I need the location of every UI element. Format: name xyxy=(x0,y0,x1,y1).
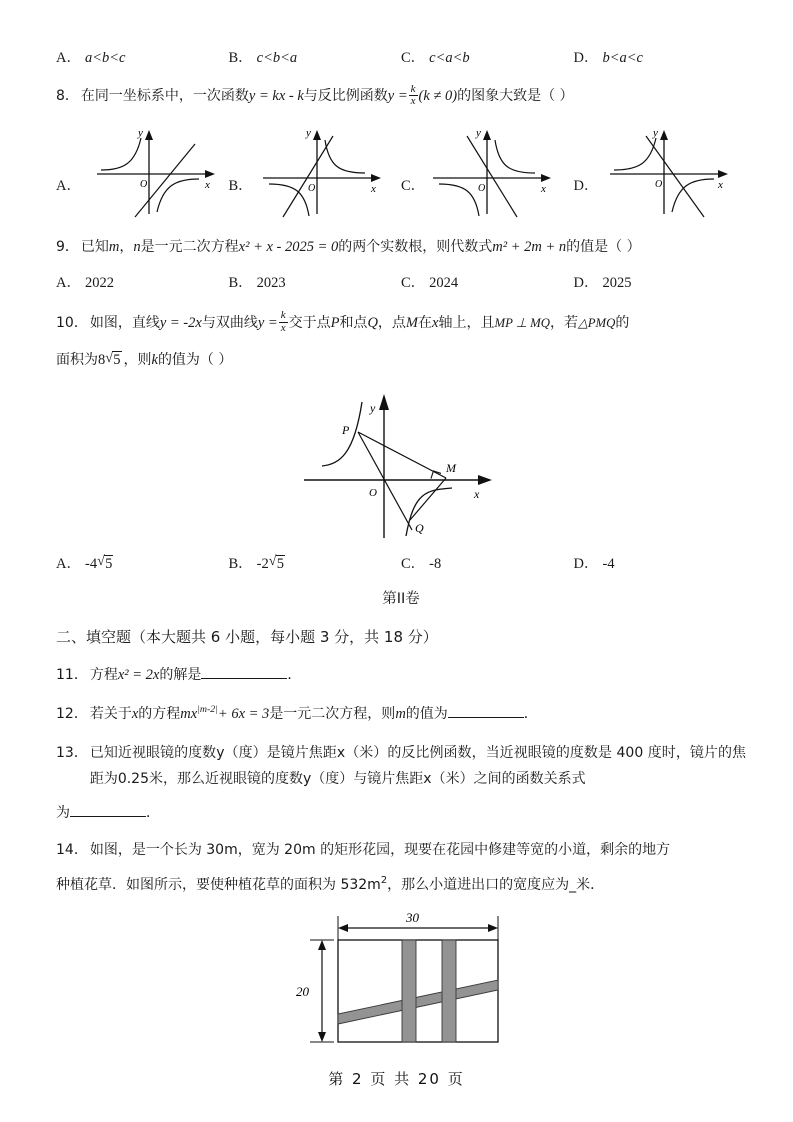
q8-fraction-numerator: k xyxy=(410,82,416,95)
q10-triangle-pmq: △PMQ xyxy=(577,315,616,330)
svg-text:30: 30 xyxy=(406,910,419,926)
q10-line2-part-c: 的值为（ ） xyxy=(157,351,233,368)
q10-axis-x: x xyxy=(432,314,439,331)
svg-text:x: x xyxy=(474,486,480,501)
page-content xyxy=(56,46,746,1049)
q10-option-c-text: -8 xyxy=(429,555,442,572)
q10-line-equation: y = -2x xyxy=(159,314,202,331)
q10-options-row xyxy=(56,552,746,573)
q14-line2-part-b: ，那么小道进出口的宽度应为_米． xyxy=(387,876,605,893)
q10-text-part1: 如图，直线 xyxy=(89,314,160,331)
q7-option-a[interactable] xyxy=(56,46,229,67)
q10-area-radicand: 5 xyxy=(113,351,121,368)
q11-equation: x² = 2x xyxy=(117,666,160,683)
q10-text-part5: 在 xyxy=(418,314,433,331)
question-12 xyxy=(56,701,746,728)
q14-garden-figure xyxy=(286,904,516,1049)
q10-area-coefficient: 8 xyxy=(98,351,106,368)
q7-option-a-label: A． xyxy=(56,50,81,66)
q8-options-figures xyxy=(56,118,746,218)
q9-text-part1: 已知 xyxy=(80,238,109,255)
q10-option-a[interactable] xyxy=(56,552,229,573)
q9-var-n: n xyxy=(133,238,141,255)
q10-perpendicular: MP ⊥ MQ xyxy=(494,315,550,330)
q8-text-part1: 在同一坐标系中，一次函数 xyxy=(80,88,249,104)
q9-option-b-label: B． xyxy=(228,274,253,291)
q12-text-part5: ． xyxy=(523,706,538,723)
q10-option-d-label: D． xyxy=(573,555,599,572)
q10-area-sqrt xyxy=(105,347,123,374)
svg-text:y: y xyxy=(476,126,482,139)
q12-var-m: m xyxy=(395,706,406,723)
q10-text-line2 xyxy=(56,347,746,374)
q10-option-a-label: A． xyxy=(56,555,81,572)
q10-point-q: Q xyxy=(367,314,378,331)
q9-equation: x² + x - 2025 = 0 xyxy=(238,238,339,255)
q11-text-part2: 的解是 xyxy=(159,666,202,683)
svg-text:O: O xyxy=(478,182,486,194)
q8-option-c[interactable] xyxy=(401,118,574,218)
q8-formula-condition: (k ≠ 0) xyxy=(418,88,458,104)
q9-comma: ， xyxy=(119,238,134,255)
q10-fraction xyxy=(279,310,288,334)
q9-option-c-label: C． xyxy=(401,274,426,291)
question-10 xyxy=(56,310,746,337)
q9-number: 9． xyxy=(56,238,79,255)
q7-option-c-label: C． xyxy=(401,50,426,66)
svg-text:x: x xyxy=(718,178,724,191)
svg-text:M: M xyxy=(446,460,456,475)
svg-text:y: y xyxy=(305,126,311,139)
q10-text-part3: 交于点 xyxy=(288,314,331,331)
q9-option-d-text: 2025 xyxy=(602,274,632,291)
svg-text:x: x xyxy=(370,182,376,195)
q9-options-row xyxy=(56,271,746,292)
svg-text:x: x xyxy=(541,182,547,195)
q10-text xyxy=(90,310,746,337)
volume-2-header: 第II卷 xyxy=(382,590,420,607)
q10-number: 10． xyxy=(56,314,88,331)
q10-text-and: 和点 xyxy=(339,314,368,331)
q10-text-part6: 轴上，且 xyxy=(438,314,495,331)
q8-option-a-label: A． xyxy=(56,178,81,195)
q9-text xyxy=(81,234,746,261)
q8-option-c-label: C． xyxy=(401,178,426,195)
q10-text-part8: 的 xyxy=(615,314,630,331)
q10-option-c[interactable] xyxy=(401,552,574,573)
q11-number: 11． xyxy=(56,666,88,683)
q14-text-line2 xyxy=(56,873,746,897)
q7-option-d-label: D． xyxy=(573,50,599,66)
q12-text-part2: 的方程 xyxy=(138,706,181,723)
q9-text-part3: 的两个实数根，则代数式 xyxy=(338,238,493,255)
q7-option-c-text: c<a<b xyxy=(429,50,470,66)
q9-option-a-text: 2022 xyxy=(84,274,114,291)
q7-option-d[interactable] xyxy=(574,46,747,67)
q10-coordinate-figure xyxy=(286,380,516,540)
q13-line3-part-a: 为 xyxy=(56,805,70,822)
q12-text-part1: 若关于 xyxy=(89,706,132,723)
q8-option-d[interactable] xyxy=(574,118,747,218)
q8-number: 8． xyxy=(56,88,79,104)
question-9 xyxy=(56,234,746,261)
q8-text xyxy=(81,83,746,110)
q12-var-x: x xyxy=(131,706,139,723)
q9-option-a[interactable] xyxy=(56,271,229,292)
svg-text:20: 20 xyxy=(296,984,309,1000)
q10-option-b-sqrt xyxy=(269,555,287,573)
q8-option-b-label: B． xyxy=(228,178,253,195)
q8-graph-a xyxy=(83,118,223,218)
q7-option-a-text: a<b<c xyxy=(84,50,126,66)
q10-option-a-prefix: -4 xyxy=(84,555,98,572)
q8-graph-b xyxy=(255,118,395,218)
q14-area-superscript: 2 xyxy=(380,874,388,886)
q8-graph-c xyxy=(427,118,567,218)
q10-text-part4: ，点 xyxy=(377,314,406,331)
q13-number: 13． xyxy=(56,745,88,762)
q9-option-c[interactable] xyxy=(401,271,574,292)
q14-figure-container xyxy=(56,904,746,1049)
q9-option-b[interactable] xyxy=(229,271,402,292)
q12-text xyxy=(90,701,746,728)
q10-option-b-radicand: 5 xyxy=(276,555,285,572)
q12-number: 12． xyxy=(56,706,88,723)
svg-text:y: y xyxy=(370,400,376,415)
q12-text-part3: 是一元二次方程，则 xyxy=(269,706,396,723)
q8-option-a[interactable] xyxy=(56,118,229,218)
section-2-heading: 二、填空题（本大题共 6 小题，每小题 3 分，共 18 分） xyxy=(56,627,438,646)
q14-text-line1: 如图，是一个长为 30m，宽为 20m 的矩形花园，现要在花园中修建等宽的小道，剩余的地方 xyxy=(89,841,671,858)
q13-answer-blank[interactable] xyxy=(70,802,146,817)
q10-figure-container xyxy=(56,380,746,540)
q12-text-part4: 的值为 xyxy=(405,706,448,723)
q10-option-b-label: B． xyxy=(228,555,253,572)
q14-line2-part-a: 种植花草．如图所示，要使种植花草的面积为 532m xyxy=(56,876,381,893)
q7-option-b-label: B． xyxy=(228,50,253,66)
q10-option-a-radicand: 5 xyxy=(105,555,113,572)
question-8 xyxy=(56,83,746,110)
q11-text-part1: 方程 xyxy=(89,666,118,683)
svg-text:y: y xyxy=(137,126,143,139)
q7-option-b[interactable] xyxy=(229,46,402,67)
svg-text:y: y xyxy=(653,126,659,139)
q8-formula-linear: y = kx - k xyxy=(248,88,304,104)
q10-option-d-text: -4 xyxy=(602,555,615,572)
q9-option-d[interactable] xyxy=(574,271,747,292)
q10-option-b[interactable] xyxy=(229,552,402,573)
q8-text-part2: 与反比例函数 xyxy=(303,88,388,104)
q10-line2-part-b: ，则 xyxy=(123,351,152,368)
q12-equation-base: mx xyxy=(180,706,198,723)
q8-text-part3: 的图象大致是（ ） xyxy=(457,88,574,104)
q10-option-c-label: C． xyxy=(401,555,426,572)
q10-hyperbola-lhs: y = xyxy=(257,314,278,331)
svg-text:O: O xyxy=(139,178,148,190)
q10-fraction-denominator: x xyxy=(280,321,286,334)
q8-fraction xyxy=(409,84,418,108)
q9-option-a-label: A． xyxy=(56,274,81,291)
q13-text: 已知近视眼镜的度数y（度）是镜片焦距x（米）的反比例函数，当近视眼镜的度数是 400 度时，镜片的焦距为0.25米，那么近视眼镜的度数y（度）与镜片焦距x（米）之间的函数关系式 xyxy=(89,745,746,788)
q9-text-part4: 的值是（ ） xyxy=(566,238,641,255)
q14-number: 14． xyxy=(56,841,88,858)
svg-text:Q: Q xyxy=(415,520,424,535)
svg-text:O: O xyxy=(655,178,663,190)
q12-equation-rest: + 6x = 3 xyxy=(217,706,270,723)
q9-var-m: m xyxy=(108,238,120,255)
q9-option-d-label: D． xyxy=(573,274,599,291)
svg-text:O: O xyxy=(307,182,315,194)
q7-options-row xyxy=(56,46,746,67)
q7-option-b-text: c<b<a xyxy=(256,50,298,66)
question-14 xyxy=(56,838,746,864)
q9-text-part2: 是一元二次方程 xyxy=(140,238,239,255)
q10-text-part2: 与双曲线 xyxy=(201,314,258,331)
svg-text:O: O xyxy=(369,486,377,499)
q8-graph-d xyxy=(600,118,740,218)
q8-formula-inverse-lhs: y = xyxy=(387,88,408,104)
q11-text xyxy=(90,662,746,689)
q8-option-b[interactable] xyxy=(229,118,402,218)
q10-option-d[interactable] xyxy=(574,552,747,573)
q9-option-c-text: 2024 xyxy=(429,274,459,291)
q11-answer-blank[interactable] xyxy=(201,664,287,679)
q7-option-d-text: b<a<c xyxy=(602,50,643,66)
q10-option-b-prefix: -2 xyxy=(256,555,269,572)
q13-line3-part-b: ． xyxy=(146,805,160,822)
q9-expression: m² + 2m + n xyxy=(492,238,567,255)
q12-answer-blank[interactable] xyxy=(448,704,524,719)
q9-option-b-text: 2023 xyxy=(256,274,286,291)
svg-text:P: P xyxy=(342,422,350,437)
q10-text-part7: ，若 xyxy=(549,314,578,331)
q10-fraction-numerator: k xyxy=(280,309,286,322)
q10-line2-part-a: 面积为 xyxy=(56,351,98,368)
q10-point-m: M xyxy=(405,314,419,331)
question-11 xyxy=(56,662,746,689)
question-13 xyxy=(56,741,746,793)
svg-text:x: x xyxy=(204,178,210,191)
q8-option-d-label: D． xyxy=(573,178,599,195)
q10-point-p: P xyxy=(330,314,340,331)
q12-equation-exponent: |m-2| xyxy=(197,704,218,716)
q10-var-k: k xyxy=(151,351,158,368)
q7-option-c[interactable] xyxy=(401,46,574,67)
q13-text-line3 xyxy=(56,802,746,825)
page-footer: 第 2 页 共 20 页 xyxy=(328,1070,465,1088)
q11-text-part3: ． xyxy=(287,666,302,683)
q8-fraction-denominator: x xyxy=(410,95,416,108)
q10-option-a-sqrt xyxy=(97,555,115,573)
